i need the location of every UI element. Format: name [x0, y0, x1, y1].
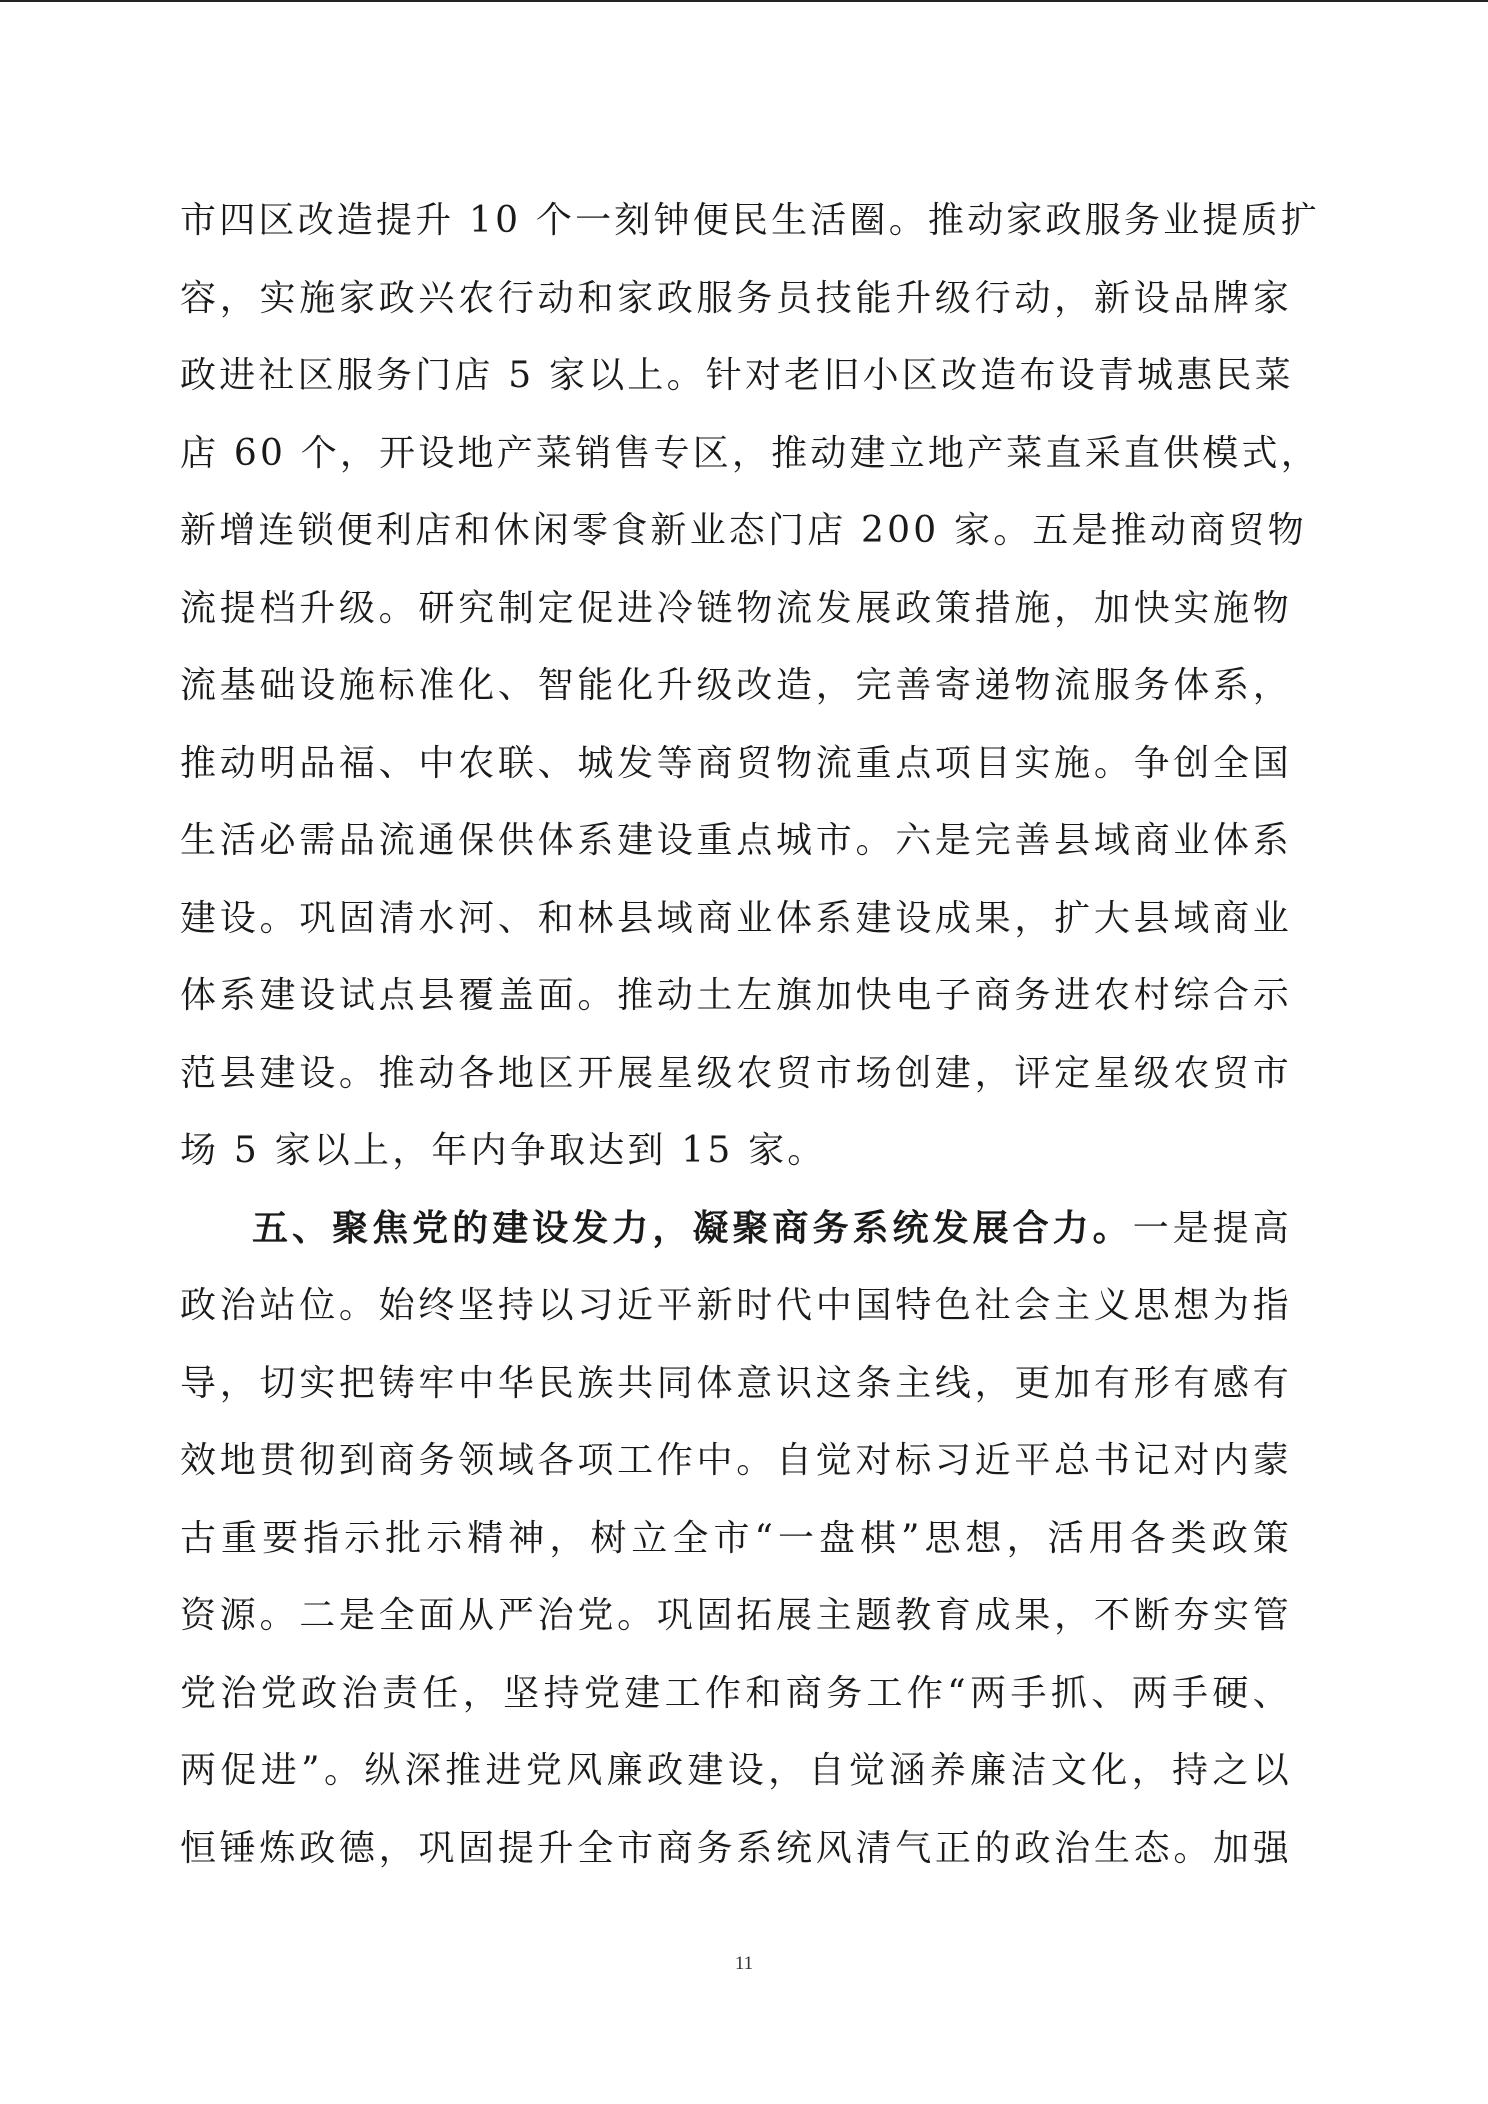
text-line: 政治站位。始终坚持以习近平新时代中国特色社会主义思想为指 [180, 1285, 1292, 1326]
text-line: 流基础设施标准化、智能化升级改造，完善寄递物流服务体系， [180, 665, 1292, 706]
text-line: 店 60 个，开设地产菜销售专区，推动建立地产菜直采直供模式， [180, 432, 1320, 474]
text-line: 资源。二是全面从严治党。巩固拓展主题教育成果，不断夯实管 [180, 1595, 1292, 1636]
text-line: 范县建设。推动各地区开展星级农贸市场创建，评定星级农贸市 [180, 1052, 1292, 1094]
text-line: 生活必需品流通保供体系建设重点城市。六是完善县域商业体系 [180, 820, 1292, 861]
text-line: 推动明品福、中农联、城发等商贸物流重点项目实施。争创全国 [180, 742, 1292, 784]
text-line: 党治党政治责任，坚持党建工作和商务工作“两手抓、两手硬、 [180, 1672, 1292, 1714]
text-line: 效地贯彻到商务领域各项工作中。自觉对标习近平总书记对内蒙 [180, 1440, 1292, 1481]
text-line: 场 5 家以上，年内争取达到 15 家。 [180, 1130, 827, 1171]
text-line: 两促进”。纵深推进党风廉政建设，自觉涵养廉洁文化，持之以 [180, 1750, 1292, 1791]
text-line: 流提档升级。研究制定促进冷链物流发展政策措施，加快实施物 [180, 587, 1292, 629]
section-heading: 五、聚焦党的建设发力，凝聚商务系统发展合力。 [252, 1206, 1133, 1249]
text-line: 政进社区服务门店 5 家以上。针对老旧小区改造布设青城惠民菜 [180, 355, 1294, 396]
text-line: 新增连锁便利店和休闲零食新业态门店 200 家。五是推动商贸物 [180, 510, 1307, 551]
document-body [180, 182, 1320, 1887]
text-line: 建设。巩固清水河、和林县域商业体系建设成果，扩大县域商业 [180, 897, 1292, 939]
text-line: 古重要指示批示精神，树立全市“一盘棋”思想，活用各类政策 [180, 1517, 1292, 1559]
section-heading-line [180, 1190, 1292, 1268]
top-border-rule [0, 0, 1488, 2]
section-heading-tail: 一是提高 [1132, 1207, 1292, 1249]
text-line: 体系建设试点县覆盖面。推动土左旗加快电子商务进农村综合示 [180, 975, 1292, 1016]
page-number: 11 [734, 1953, 754, 1974]
text-line: 恒锤炼政德，巩固提升全市商务系统风清气正的政治生态。加强 [180, 1827, 1292, 1869]
text-line: 导，切实把铸牢中华民族共同体意识这条主线，更加有形有感有 [180, 1362, 1292, 1404]
text-line: 容，实施家政兴农行动和家政服务员技能升级行动，新设品牌家 [180, 277, 1292, 319]
text-line: 市四区改造提升 10 个一刻钟便民生活圈。推动家政服务业提质扩 [180, 200, 1320, 241]
